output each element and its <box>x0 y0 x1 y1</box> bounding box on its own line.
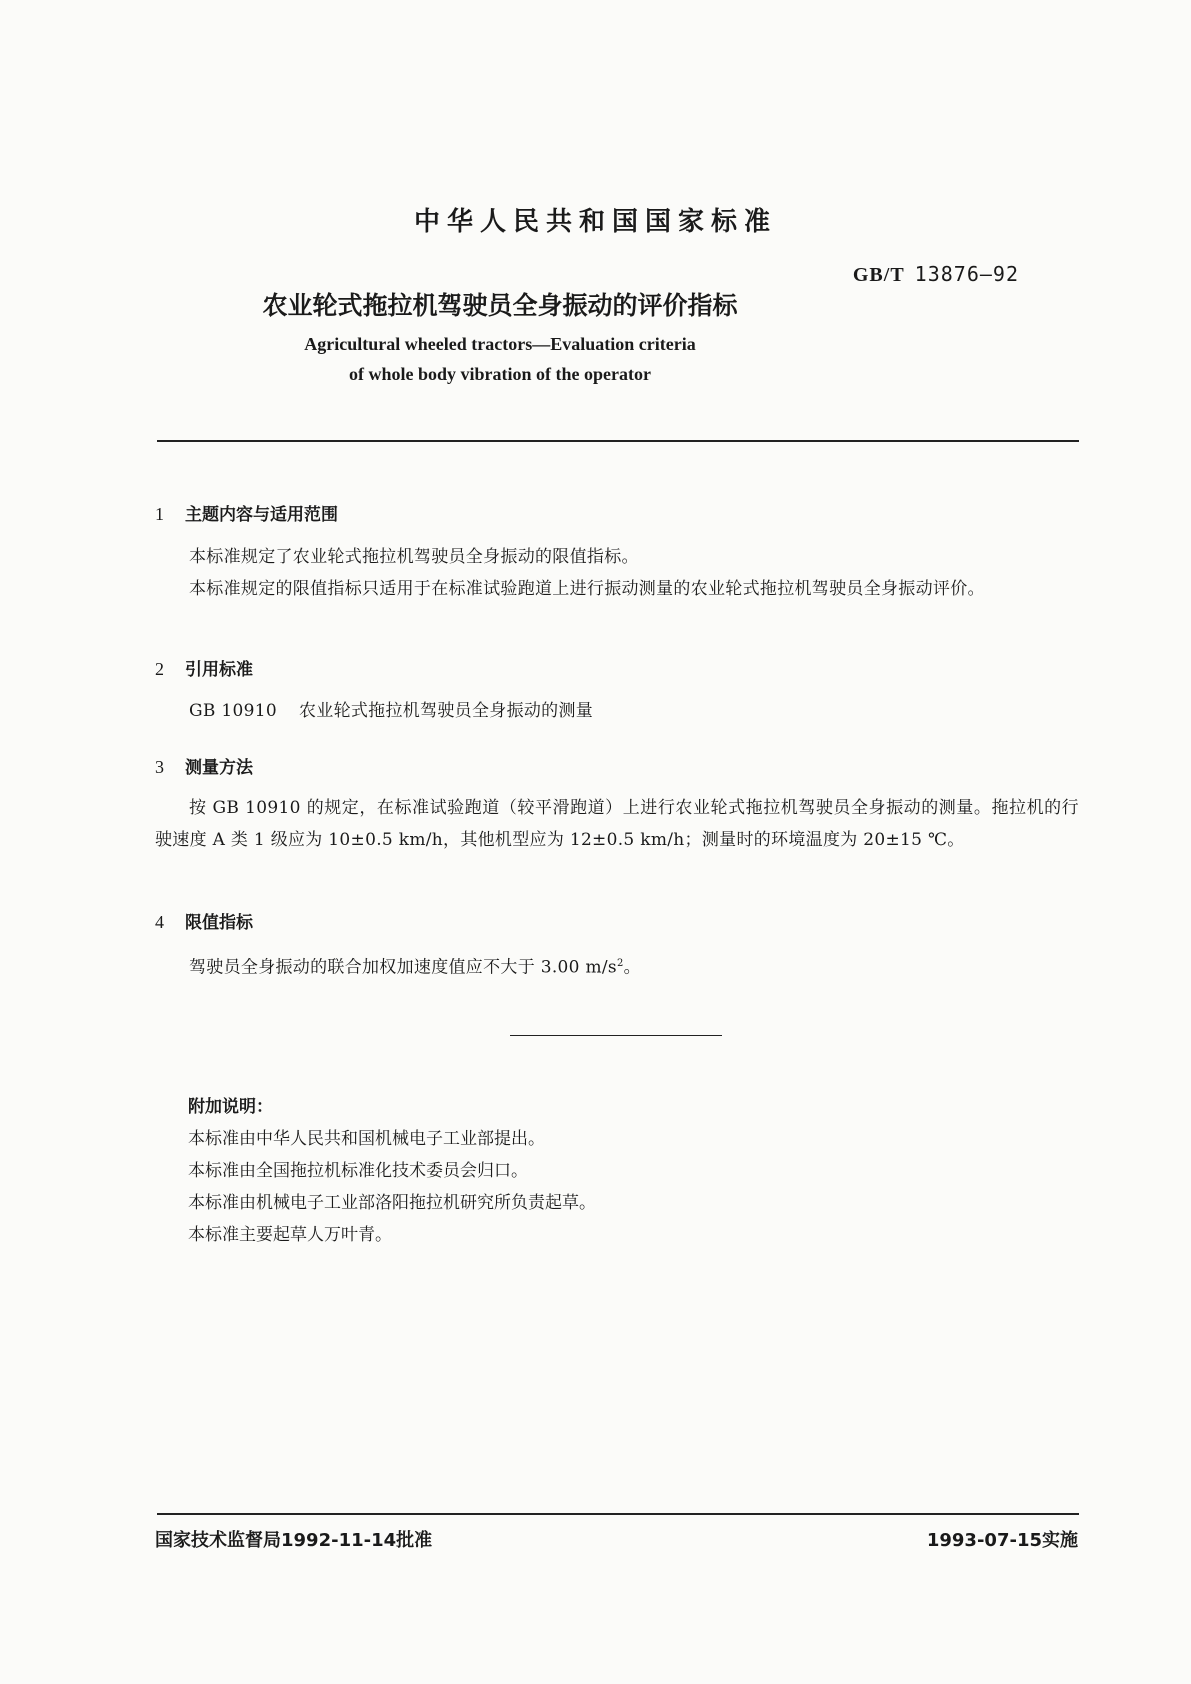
section-3-title: 测量方法 <box>185 758 253 778</box>
standard-code <box>853 262 1019 287</box>
section-4-paragraph <box>155 948 1079 984</box>
notes-line-4: 本标准主要起草人万叶青。 <box>188 1225 392 1245</box>
reference-code: GB 10910 <box>189 701 277 721</box>
section-3-heading <box>155 753 253 778</box>
section-3-paragraph: 按 GB 10910 的规定，在标准试验跑道（较平滑跑道）上进行农业轮式拖拉机驾驶员全身振动的测量。拖拉机的行驶速度 A 类 1 级应为 10±0.5 km/h，其他机型应为 12±0.5 km/h；测量时的环境温度为 20±15 ℃。 <box>155 798 1079 850</box>
title-english-line-1: Agricultural wheeled tractors—Evaluation criteria <box>304 334 696 354</box>
title-chinese: 农业轮式拖拉机驾驶员全身振动的评价指标 <box>262 291 738 320</box>
section-1-heading <box>155 500 338 525</box>
notes-title: 附加说明： <box>188 1097 273 1117</box>
section-4-number: 4 <box>155 912 164 932</box>
section-1-paragraph-2: 本标准规定的限值指标只适用于在标准试验跑道上进行振动测量的农业轮式拖拉机驾驶员全身振动评价。 <box>189 579 985 599</box>
header-divider <box>157 440 1079 442</box>
section-3-number: 3 <box>155 757 164 777</box>
notes-line-2: 本标准由全国拖拉机标准化技术委员会归口。 <box>188 1161 528 1181</box>
section-2-number: 2 <box>155 659 164 679</box>
notes-line-1: 本标准由中华人民共和国机械电子工业部提出。 <box>188 1129 545 1149</box>
end-divider <box>510 1035 722 1036</box>
approval-date: 国家技术监督局1992-11-14批准 <box>155 1530 433 1551</box>
standard-code-prefix: GB/T <box>852 264 905 286</box>
title-english-line-2: of whole body vibration of the operator <box>349 364 651 384</box>
reference-title: 农业轮式拖拉机驾驶员全身振动的测量 <box>298 701 594 721</box>
section-2-reference <box>155 695 1079 727</box>
section-4-heading <box>155 908 253 933</box>
footer-divider <box>157 1513 1079 1515</box>
section-1-paragraph-1: 本标准规定了农业轮式拖拉机驾驶员全身振动的限值指标。 <box>189 547 639 567</box>
section-4-text-end: 。 <box>623 957 641 978</box>
section-1-title: 主题内容与适用范围 <box>185 505 338 525</box>
section-2-title: 引用标准 <box>185 660 253 680</box>
section-4-title: 限值指标 <box>185 913 253 933</box>
standard-code-number: 13876—92 <box>914 262 1019 286</box>
implementation-date: 1993-07-15实施 <box>926 1530 1078 1551</box>
national-standard-heading: 中华人民共和国国家标准 <box>413 207 777 237</box>
section-4-text: 驾驶员全身振动的联合加权加速度值应不大于 3.00 m/s <box>189 957 617 978</box>
section-1-number: 1 <box>155 504 164 524</box>
notes-line-3: 本标准由机械电子工业部洛阳拖拉机研究所负责起草。 <box>188 1193 596 1213</box>
unit-superscript: 2 <box>616 958 624 969</box>
section-2-heading <box>155 655 253 680</box>
